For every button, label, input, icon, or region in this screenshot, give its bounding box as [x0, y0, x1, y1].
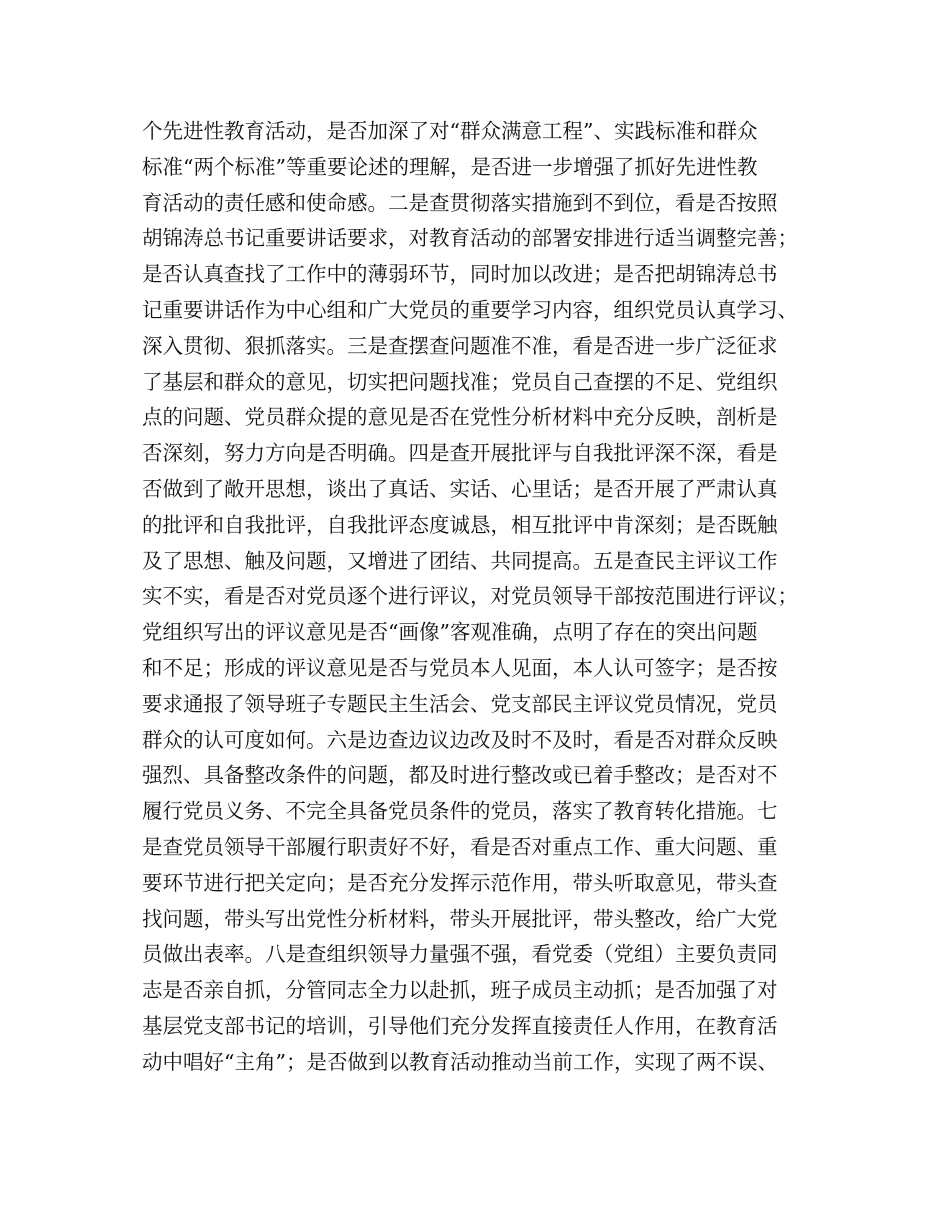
- text-line: 基层党支部书记的培训，引导他们充分发挥直接责任人作用，在教育活: [142, 1013, 778, 1038]
- text-line: 党组织写出的评议意见是否“画像”客观准确，点明了存在的突出问题: [142, 620, 758, 645]
- text-line: 的批评和自我批评，自我批评态度诚恳，相互批评中肯深刻；是否既触: [142, 512, 778, 537]
- text-line: 个先进性教育活动，是否加深了对“群众满意工程”、实践标准和群众: [142, 119, 758, 143]
- body-text: [142, 114, 832, 1081]
- text-line: 强烈、具备整改条件的问题，都及时进行整改或已着手整改；是否对不: [142, 763, 778, 788]
- text-line: 记重要讲话作为中心组和广大党员的重要学习内容，组织党员认真学习、: [142, 297, 798, 322]
- text-line: 点的问题、党员群众提的意见是否在党性分析材料中充分反映，剖析是: [142, 405, 778, 430]
- text-line: 要环节进行把关定向；是否充分发挥示范作用，带头听取意见，带头查: [142, 870, 778, 895]
- text-line: 是查党员领导干部履行职责好不好，看是否对重点工作、重大问题、重: [142, 834, 778, 859]
- text-line: 要求通报了领导班子专题民主生活会、党支部民主评议党员情况，党员: [142, 691, 778, 716]
- text-line: 履行党员义务、不完全具备党员条件的党员，落实了教育转化措施。七: [142, 799, 778, 824]
- text-line: 群众的认可度如何。六是边查边议边改及时不及时，看是否对群众反映: [142, 727, 778, 752]
- text-line: 否做到了敞开思想，谈出了真话、实话、心里话；是否开展了严肃认真: [142, 476, 778, 501]
- text-line: 员做出表率。八是查组织领导力量强不强，看党委（党组）主要负责同: [142, 942, 778, 967]
- text-line: 育活动的责任感和使命感。二是查贯彻落实措施到不到位，看是否按照: [142, 190, 778, 215]
- text-line: 实不实，看是否对党员逐个进行评议，对党员领导干部按范围进行评议；: [142, 584, 798, 609]
- text-line: 否深刻，努力方向是否明确。四是查开展批评与自我批评深不深，看是: [142, 441, 778, 466]
- text-line: 志是否亲自抓，分管同志全力以赴抓，班子成员主动抓；是否加强了对: [142, 978, 778, 1003]
- text-line: 动中唱好“主角”；是否做到以教育活动推动当前工作，实现了两不误、: [142, 1049, 778, 1074]
- text-line: 是否认真查找了工作中的薄弱环节，同时加以改进；是否把胡锦涛总书: [142, 262, 778, 287]
- text-line: 和不足；形成的评议意见是否与党员本人见面，本人认可签字；是否按: [142, 655, 778, 680]
- text-line: 了基层和群众的意见，切实把问题找准；党员自己查摆的不足、党组织: [142, 369, 778, 394]
- text-line: 及了思想、触及问题，又增进了团结、共同提高。五是查民主评议工作: [142, 548, 778, 573]
- text-line: 标准“两个标准”等重要论述的理解，是否进一步增强了抓好先进性教: [142, 154, 758, 179]
- text-line: 深入贯彻、狠抓落实。三是查摆查问题准不准，看是否进一步广泛征求: [142, 333, 778, 358]
- text-line: 胡锦涛总书记重要讲话要求，对教育活动的部署安排进行适当调整完善；: [142, 226, 798, 251]
- text-line: 找问题，带头写出党性分析材料，带头开展批评，带头整改，给广大党: [142, 906, 778, 931]
